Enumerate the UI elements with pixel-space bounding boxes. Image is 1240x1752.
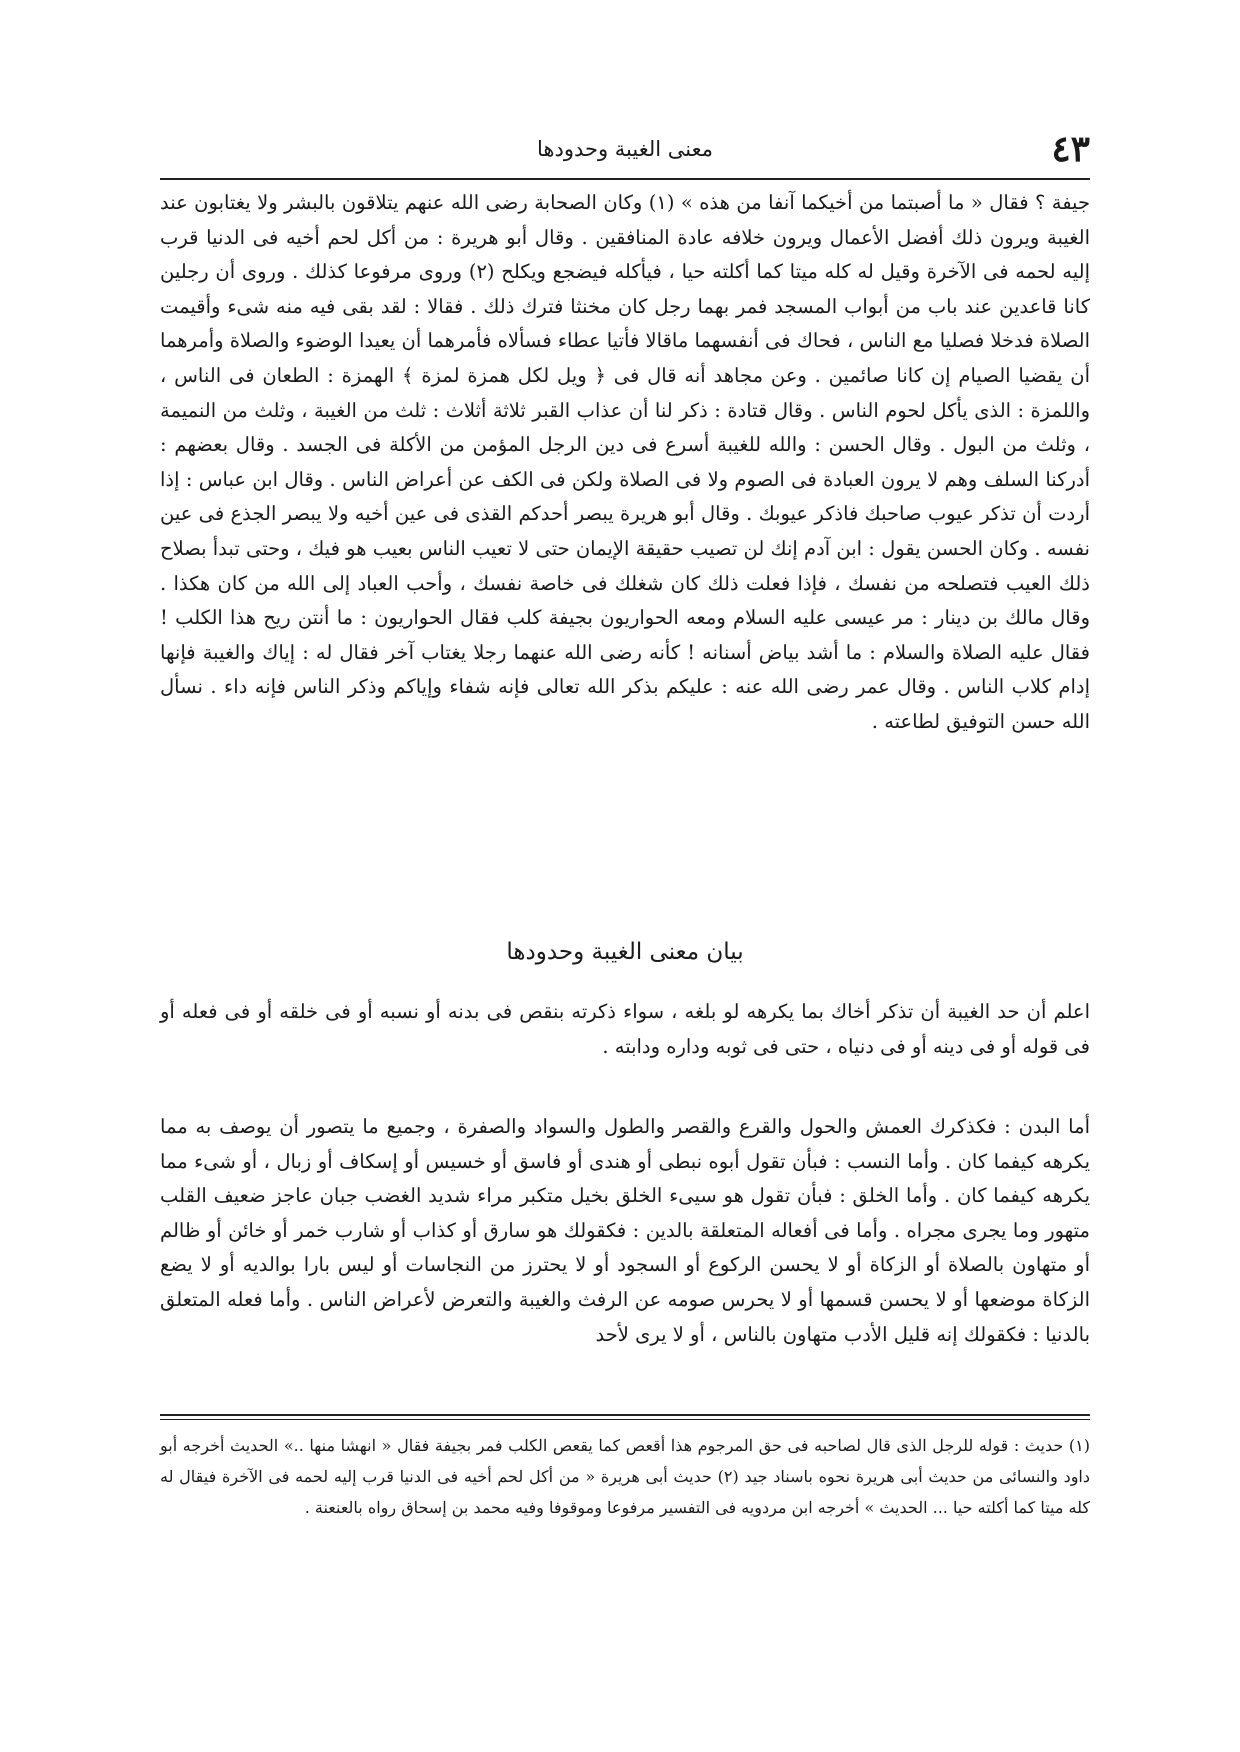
- page-header: [160, 126, 1090, 172]
- body-paragraph-1: [160, 186, 1090, 740]
- page-number: ٤٣: [1051, 128, 1090, 170]
- running-title: معنى الغيبة وحدودها: [537, 137, 713, 161]
- paragraph-text: أما البدن : فكذكرك العمش والحول والقرع والقصر والطول والسواد والصفرة ، وجميع ما يتصور أن يوصف به مما يكرهه كيفما كان . وأما النسب : فبأن تقول أبوه نبطى أو هندى أو فاسق أو خسيس أو إسكاف أو زبال ، أو شىء مما يكرهه كيفما كان . وأما الخلق : فبأن تقول هو سيىء الخلق بخيل متكبر مراء شديد الغضب جبان عاجز ضعيف القلب متهور وما يجرى مجراه . وأما فى أفعاله المتعلقة بالدين : فكقولك هو سارق أو كذاب أو شارب خمر أو خائن أو ظالم أو متهاون بالصلاة أو الزكاة أو لا يحسن الركوع أو السجود أو لا يحترز من النجاسات أو ليس بارا بوالديه أو لا يضع الزكاة موضعها أو لا يحسن قسمها أو لا يحرس صومه عن الرفث والغيبة والتعرض لأعراض الناس . وأما فعله المتعلق بالدنيا : فكقولك إنه قليل الأدب متهاون بالناس ، أو لا يرى لأحد: [160, 1115, 1090, 1346]
- paragraph-text: جيفة ؟ فقال « ما أصبتما من أخيكما آنفا من هذه » (١) وكان الصحابة رضى الله عنهم يتلاقون بالبشر ولا يغتابون عند الغيبة ويرون ذلك أفضل الأعمال ويرون خلافه عادة المنافقين . وقال أبو هريرة : من أكل لحم أخيه فى الدنيا قرب إليه لحمه فى الآخرة وقيل له كله ميتا كما أكلته حيا ، فيأكله فيضجع ويكلح (٢) وروى مرفوعا كذلك . وروى أن رجلين كانا قاعدين عند باب من أبواب المسجد فمر بهما رجل كان مخنثا فترك ذلك . فقالا : لقد بقى فيه منه شىء وأقيمت الصلاة فدخلا فصليا مع الناس ، فحاك فى أنفسهما ماقالا فأتيا عطاء فسألاه فأمرهما أن يعيدا الوضوء والصلاة وأمرهما أن يقضيا الصيام إن كانا صائمين . وعن مجاهد أنه قال فى ﴿ ويل لكل همزة لمزة ﴾ الهمزة : الطعان فى الناس ، واللمزة : الذى يأكل لحوم الناس . وقال قتادة : ذكر لنا أن عذاب القبر ثلاثة أثلاث : ثلث من الغيبة ، وثلث من النميمة ، وثلث من البول . وقال الحسن : والله للغيبة أسرع فى دين الرجل المؤمن من الأكلة فى الجسد . وقال بعضهم : أدركنا السلف وهم لا يرون العبادة فى الصوم ولا فى الصلاة ولكن فى الكف عن أعراض الناس . وقال ابن عباس : إذا أردت أن تذكر عيوب صاحبك فاذكر عيوبك . وقال أبو هريرة يبصر أحدكم القذى فى عين أخيه ولا يبصر الجذع فى عين نفسه . وكان الحسن يقول : ابن آدم إنك لن تصيب حقيقة الإيمان حتى لا تعيب الناس بعيب هو فيك ، وحتى تبدأ بصلاح ذلك العيب فتصلحه من نفسك ، فإذا فعلت ذلك كان شغلك فى خاصة نفسك ، وأحب العباد إلى الله من كان هكذا . وقال مالك بن دينار : مر عيسى عليه السلام ومعه الحواريون بجيفة كلب فقال الحواريون : ما أنتن ريح هذا الكلب ! فقال عليه الصلاة والسلام : ما أشد بياض أسنانه ! كأنه رضى الله عنهما رجلا يغتاب آخر فقال له : إياك والغيبة فإنها إدام كلاب الناس . وقال عمر رضى الله عنه : عليكم بذكر الله تعالى فإنه شفاء وإياكم وذكر الناس فإنه داء . نسأل الله حسن التوفيق لطاعته .: [160, 191, 1090, 733]
- footnote-text: (١) حديث : قوله للرجل الذى قال لصاحبه فى حق المرجوم هذا أقعص كما يقعص الكلب فمر بجيفة فقال « انهشا منها ..» الحديث أخرجه أبو داود والنسائى من حديث أبى هريرة نحوه باسناد جيد (٢) حديث أبى هريرة « من أكل لحم أخيه فى الدنيا قرب إليه لحمه فى الآخرة فيقال له كله ميتا كما أكلته حيا ... الحديث » أخرجه ابن مردويه فى التفسير مرفوعا وموقوفا وفيه محمد بن إسحاق رواه بالعنعنة .: [160, 1436, 1090, 1517]
- paragraph-text: اعلم أن حد الغيبة أن تذكر أخاك بما يكرهه لو بلغه ، سواء ذكرته بنقص فى بدنه أو نسبه أو فى خلقه أو فى فعله أو فى قوله أو فى دينه أو فى دنياه ، حتى فى ثوبه وداره ودابته .: [160, 1000, 1090, 1058]
- body-paragraph-2: [160, 995, 1090, 1064]
- header-rule: [160, 178, 1090, 180]
- body-paragraph-3: [160, 1110, 1090, 1352]
- footnote-divider-thin: [160, 1419, 1090, 1420]
- footnotes: [160, 1430, 1090, 1523]
- section-heading: بيان معنى الغيبة وحدودها: [506, 939, 744, 965]
- footnote-divider: [160, 1414, 1090, 1416]
